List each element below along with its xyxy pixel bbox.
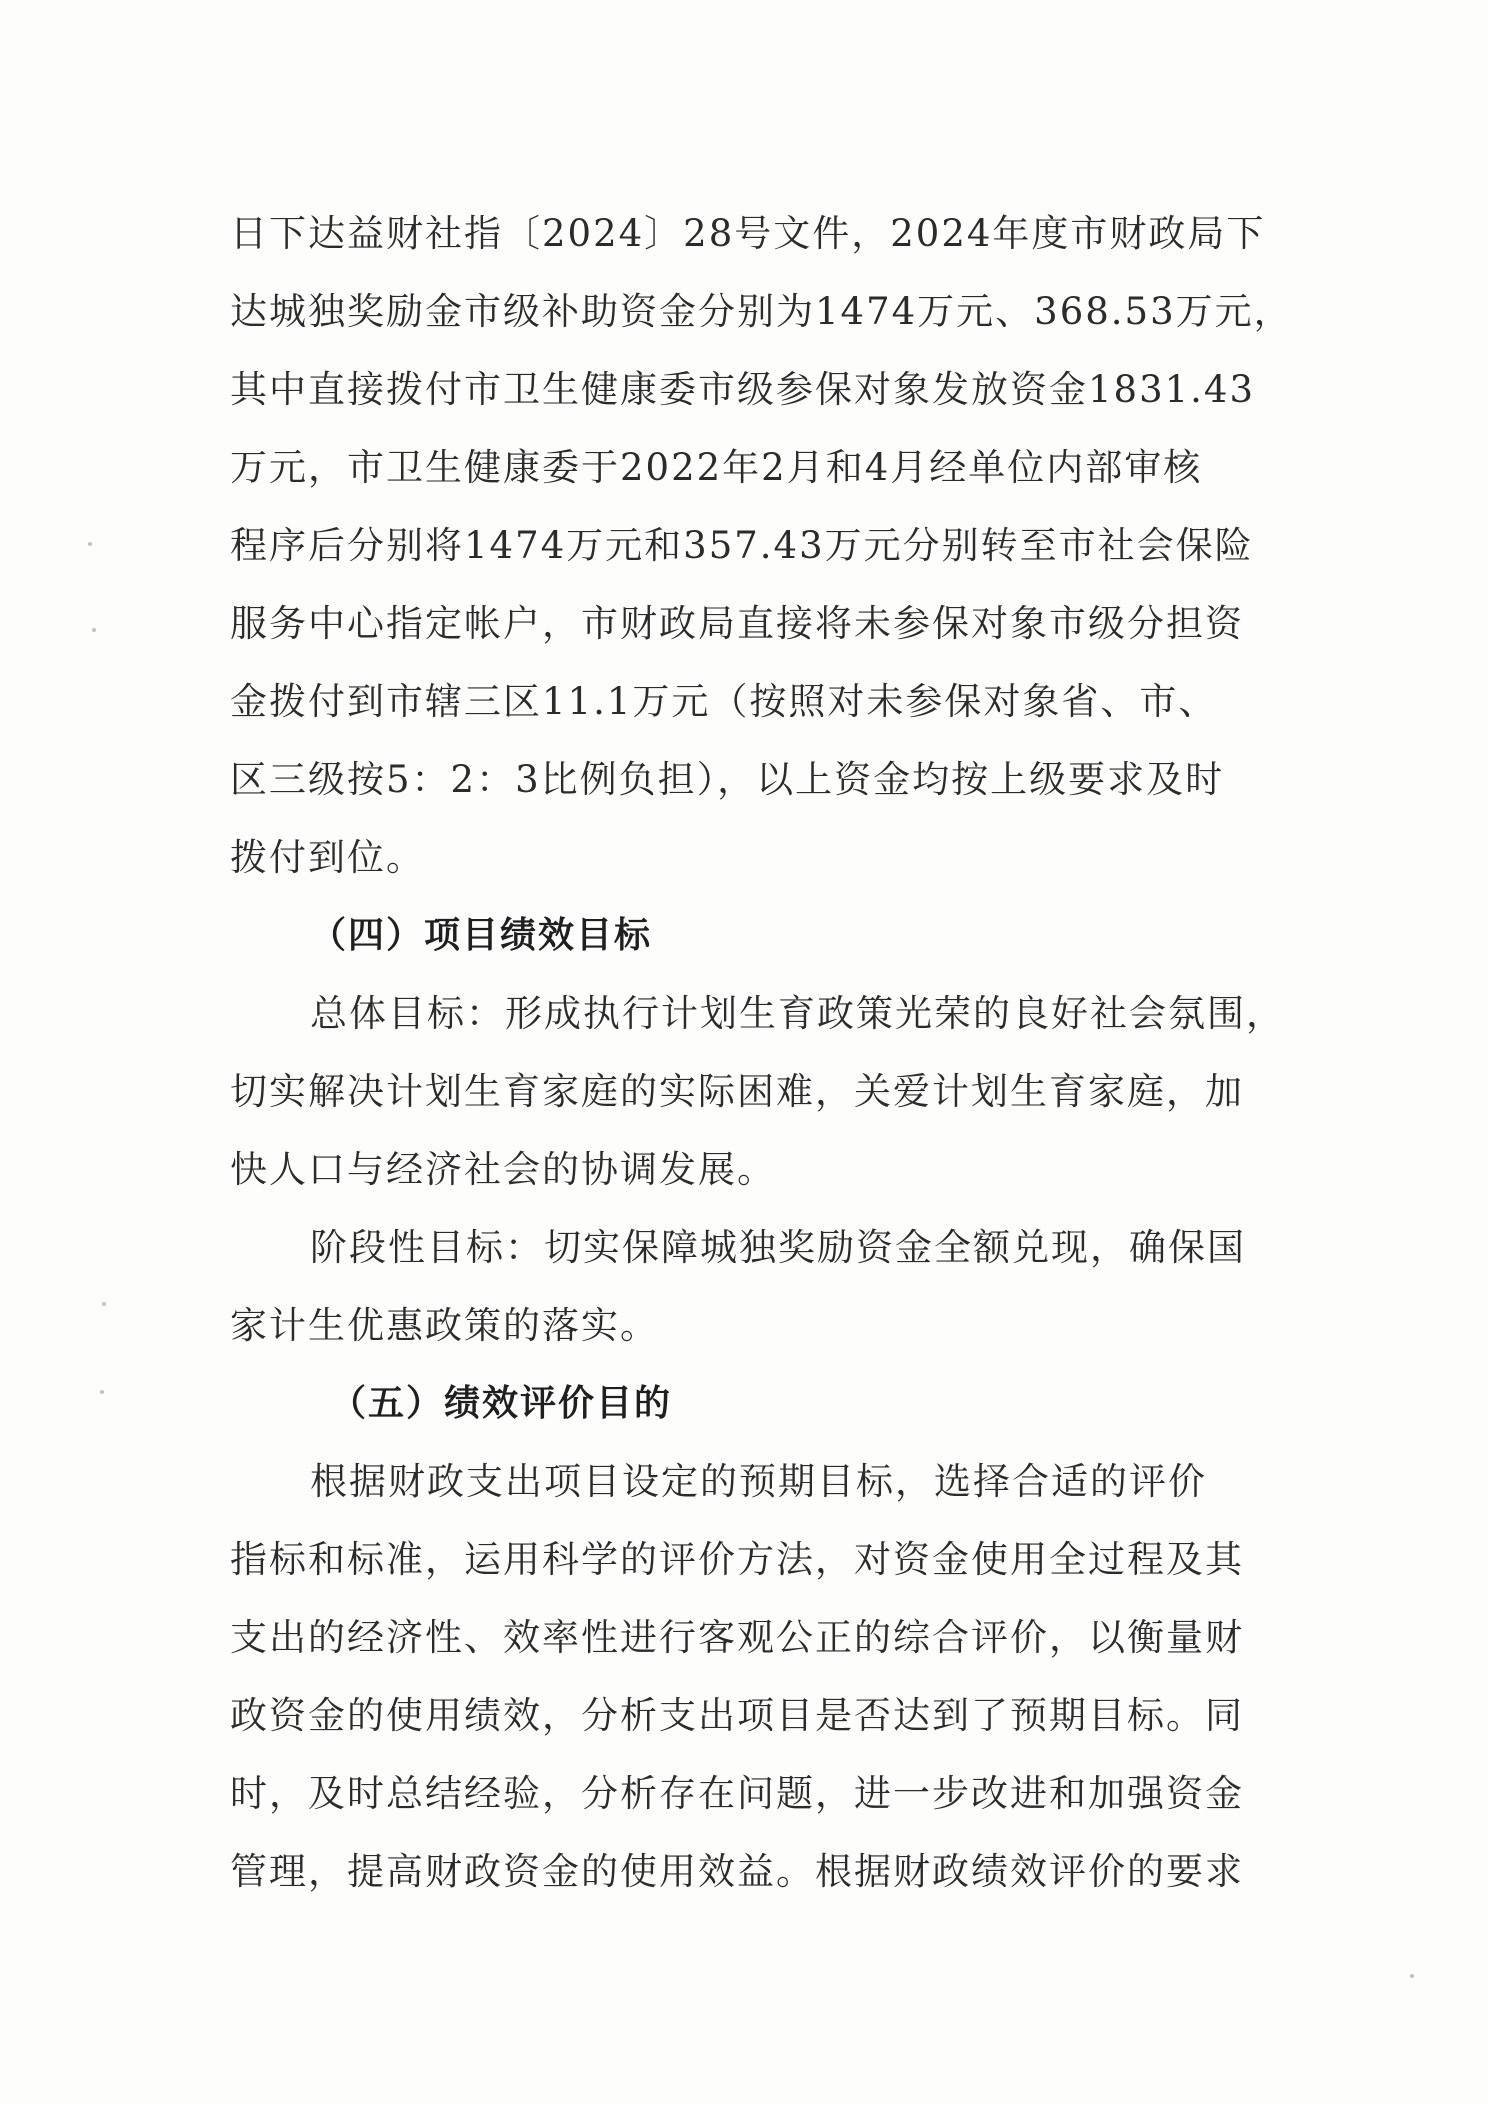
paragraph-evaluation-purpose — [230, 1443, 1270, 1911]
text-line: 达城独奖励金市级补助资金分别为1474万元、368.53万元， — [230, 290, 1293, 333]
scan-speck — [1410, 1974, 1414, 1978]
paragraph-overall-goal — [230, 975, 1285, 1209]
text-line: 根据财政支出项目设定的预期目标，选择合适的评价 — [310, 1460, 1207, 1503]
text-line: 家计生优惠政策的落实。 — [230, 1304, 659, 1347]
text-line: 政资金的使用绩效，分析支出项目是否达到了预期目标。同 — [230, 1694, 1244, 1737]
text-line: 总体目标：形成执行计划生育政策光荣的良好社会氛围， — [310, 992, 1285, 1035]
text-line: 切实解决计划生育家庭的实际困难，关爱计划生育家庭，加 — [230, 1070, 1244, 1113]
text-line: 程序后分别将1474万元和357.43万元分别转至市社会保险 — [230, 524, 1254, 567]
text-line: 万元，市卫生健康委于2022年2月和4月经单位内部审核 — [230, 446, 1203, 489]
text-line: 拨付到位。 — [230, 836, 425, 879]
text-line: 其中直接拨付市卫生健康委市级参保对象发放资金1831.43 — [230, 368, 1256, 411]
text-line: 时，及时总结经验，分析存在问题，进一步改进和加强资金 — [230, 1772, 1244, 1815]
paragraph-funding — [230, 195, 1293, 897]
section-heading-5: （五）绩效评价目的 — [330, 1383, 673, 1424]
scan-speck — [100, 1390, 104, 1394]
text-line: 日下达益财社指〔2024〕28号文件，2024年度市财政局下 — [230, 212, 1266, 255]
text-line: 阶段性目标：切实保障城独奖励资金全额兑现，确保国 — [310, 1226, 1246, 1269]
text-line: 服务中心指定帐户，市财政局直接将未参保对象市级分担资 — [230, 602, 1244, 645]
document-body — [230, 195, 1293, 1911]
text-line: 指标和标准，运用科学的评价方法，对资金使用全过程及其 — [230, 1538, 1244, 1581]
scan-speck — [92, 628, 96, 632]
text-line: 区三级按5：2：3比例负担），以上资金均按上级要求及时 — [230, 758, 1225, 801]
scan-speck — [102, 1302, 106, 1306]
text-line: 快人口与经济社会的协调发展。 — [230, 1148, 776, 1191]
text-line: 支出的经济性、效率性进行客观公正的综合评价，以衡量财 — [230, 1616, 1244, 1659]
section-heading-4: （四）项目绩效目标 — [310, 915, 653, 956]
scan-speck — [88, 542, 92, 546]
text-line: 金拨付到市辖三区11.1万元（按照对未参保对象省、市、 — [230, 680, 1218, 723]
paragraph-stage-goal — [230, 1209, 1270, 1365]
text-line: 管理，提高财政资金的使用效益。根据财政绩效评价的要求 — [230, 1850, 1244, 1893]
